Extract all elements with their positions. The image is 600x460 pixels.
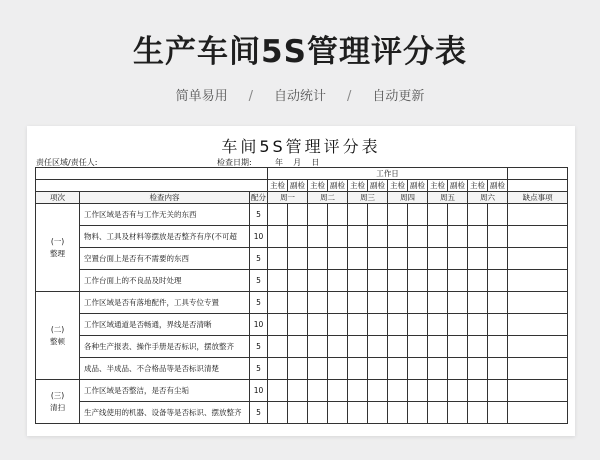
vice-check-header: 副检 [408, 180, 428, 192]
check-cell[interactable] [408, 292, 428, 314]
check-cell[interactable] [308, 380, 328, 402]
day-header: 周三 [348, 192, 388, 204]
main-check-header: 主检 [268, 180, 288, 192]
check-cell[interactable] [408, 248, 428, 270]
check-cell[interactable] [348, 380, 368, 402]
item-header: 项次 [36, 192, 80, 204]
score-header: 配分 [251, 192, 266, 202]
table-row [36, 380, 568, 402]
check-cell[interactable] [348, 402, 368, 424]
vice-check-header: 副检 [448, 180, 468, 192]
content-cell: 生产线使用的机器、设备等是否标识、摆放整齐 [80, 402, 250, 424]
check-cell[interactable] [428, 358, 448, 380]
score-table [35, 167, 568, 424]
main-check-header: 主检 [428, 180, 448, 192]
check-cell[interactable] [288, 204, 308, 226]
check-cell[interactable] [488, 292, 508, 314]
workday-header: 工作日 [268, 168, 508, 180]
check-cell[interactable] [368, 292, 388, 314]
defect-cell[interactable] [508, 358, 568, 380]
check-cell[interactable] [268, 226, 288, 248]
check-cell[interactable] [468, 292, 488, 314]
check-cell[interactable] [488, 336, 508, 358]
check-cell[interactable] [388, 358, 408, 380]
table-row [36, 270, 568, 292]
check-cell[interactable] [348, 204, 368, 226]
check-cell[interactable] [308, 204, 328, 226]
blank-header-cell [36, 180, 268, 192]
tag-separator: / [347, 89, 352, 104]
check-cell[interactable] [488, 402, 508, 424]
category-cell: (一) 整理 [36, 204, 80, 292]
content-cell: 成品、半成品、不合格品等是否标识清楚 [80, 358, 250, 380]
check-cell[interactable] [448, 314, 468, 336]
date-units: 年 月 日 [275, 158, 320, 167]
check-cell[interactable] [428, 248, 448, 270]
main-check-header: 主检 [308, 180, 328, 192]
table-row [36, 402, 568, 424]
check-cell[interactable] [308, 270, 328, 292]
check-cell[interactable] [488, 314, 508, 336]
check-cell[interactable] [468, 226, 488, 248]
check-cell[interactable] [448, 358, 468, 380]
check-cell[interactable] [328, 402, 348, 424]
check-cell[interactable] [468, 380, 488, 402]
tag-easy: 简单易用 [175, 89, 228, 104]
category-cell: (三) 清扫 [36, 380, 80, 424]
check-cell[interactable] [348, 336, 368, 358]
check-cell[interactable] [488, 358, 508, 380]
check-cell[interactable] [308, 248, 328, 270]
check-cell[interactable] [408, 402, 428, 424]
score-cell: 5 [250, 270, 268, 292]
tag-auto-update: 自动更新 [372, 89, 425, 104]
table-row [36, 248, 568, 270]
check-cell[interactable] [268, 402, 288, 424]
check-cell[interactable] [348, 248, 368, 270]
check-cell[interactable] [368, 226, 388, 248]
check-cell[interactable] [308, 226, 328, 248]
check-cell[interactable] [368, 314, 388, 336]
check-cell[interactable] [428, 270, 448, 292]
day-header: 周五 [428, 192, 468, 204]
check-cell[interactable] [428, 204, 448, 226]
check-cell[interactable] [288, 292, 308, 314]
content-cell: 各种生产报表、操作手册是否标识，摆放整齐 [80, 336, 250, 358]
category-cell: (二) 整顿 [36, 292, 80, 380]
check-cell[interactable] [468, 204, 488, 226]
check-cell[interactable] [268, 314, 288, 336]
check-cell[interactable] [288, 314, 308, 336]
table-row [36, 358, 568, 380]
check-cell[interactable] [368, 204, 388, 226]
score-cell: 10 [250, 314, 268, 336]
check-cell[interactable] [328, 270, 348, 292]
check-cell[interactable] [308, 402, 328, 424]
tag-separator: / [248, 89, 253, 104]
check-cell[interactable] [468, 314, 488, 336]
check-cell[interactable] [368, 336, 388, 358]
tag-auto-stats: 自动统计 [273, 89, 326, 104]
check-cell[interactable] [488, 380, 508, 402]
check-cell[interactable] [268, 336, 288, 358]
check-cell[interactable] [448, 292, 468, 314]
defect-cell[interactable] [508, 292, 568, 314]
check-cell[interactable] [268, 248, 288, 270]
check-cell[interactable] [308, 314, 328, 336]
sheet-title: 车间5S管理评分表 [221, 137, 381, 156]
check-cell[interactable] [368, 402, 388, 424]
check-cell[interactable] [428, 314, 448, 336]
check-cell[interactable] [368, 248, 388, 270]
vice-check-header: 副检 [368, 180, 388, 192]
check-cell[interactable] [448, 270, 468, 292]
check-cell[interactable] [388, 270, 408, 292]
check-cell[interactable] [288, 336, 308, 358]
check-cell[interactable] [288, 402, 308, 424]
check-cell[interactable] [468, 358, 488, 380]
day-header: 周六 [468, 192, 508, 204]
main-check-header: 主检 [348, 180, 368, 192]
table-row [36, 292, 568, 314]
table-row [36, 314, 568, 336]
check-cell[interactable] [408, 336, 428, 358]
check-cell[interactable] [328, 292, 348, 314]
check-cell[interactable] [328, 380, 348, 402]
check-cell[interactable] [328, 226, 348, 248]
check-cell[interactable] [408, 358, 428, 380]
content-cell: 工作区域是否有落地配件，工具专位专置 [80, 292, 250, 314]
check-cell[interactable] [468, 402, 488, 424]
content-cell: 工作区域是否有与工作无关的东西 [80, 204, 250, 226]
check-cell[interactable] [368, 380, 388, 402]
day-header: 周二 [308, 192, 348, 204]
content-cell: 工作台面上的不良品及时处理 [80, 270, 250, 292]
check-cell[interactable] [368, 358, 388, 380]
check-cell[interactable] [268, 270, 288, 292]
check-cell[interactable] [488, 248, 508, 270]
score-sheet [27, 126, 575, 436]
table-row [36, 204, 568, 226]
defect-cell[interactable] [508, 248, 568, 270]
content-header: 检查内容 [80, 192, 250, 204]
table-row [36, 226, 568, 248]
defect-cell[interactable] [508, 314, 568, 336]
check-cell[interactable] [328, 336, 348, 358]
check-cell[interactable] [388, 336, 408, 358]
check-cell[interactable] [448, 248, 468, 270]
check-cell[interactable] [388, 402, 408, 424]
day-header: 周一 [268, 192, 308, 204]
vice-check-header: 副检 [328, 180, 348, 192]
check-cell[interactable] [428, 402, 448, 424]
check-cell[interactable] [488, 270, 508, 292]
check-cell[interactable] [428, 292, 448, 314]
check-cell[interactable] [268, 380, 288, 402]
check-cell[interactable] [328, 204, 348, 226]
check-cell[interactable] [348, 358, 368, 380]
check-cell[interactable] [268, 358, 288, 380]
check-cell[interactable] [448, 380, 468, 402]
day-header: 周四 [388, 192, 428, 204]
main-check-header: 主检 [468, 180, 488, 192]
check-cell[interactable] [288, 248, 308, 270]
check-cell[interactable] [448, 204, 468, 226]
check-cell[interactable] [408, 270, 428, 292]
vice-check-header: 副检 [288, 180, 308, 192]
check-cell[interactable] [308, 292, 328, 314]
check-cell[interactable] [288, 358, 308, 380]
score-cell: 5 [250, 358, 268, 380]
check-cell[interactable] [428, 226, 448, 248]
check-cell[interactable] [468, 336, 488, 358]
check-cell[interactable] [388, 380, 408, 402]
date-label: 检查日期: [217, 158, 252, 167]
check-cell[interactable] [408, 204, 428, 226]
check-cell[interactable] [448, 402, 468, 424]
defect-cell[interactable] [508, 336, 568, 358]
check-cell[interactable] [348, 292, 368, 314]
check-cell[interactable] [368, 270, 388, 292]
defect-cell[interactable] [508, 380, 568, 402]
check-cell[interactable] [328, 314, 348, 336]
score-cell: 5 [250, 248, 268, 270]
check-cell[interactable] [468, 270, 488, 292]
check-cell[interactable] [288, 226, 308, 248]
defects-header: 缺点事项 [508, 192, 568, 204]
vice-check-header: 副检 [488, 180, 508, 192]
area-label: 责任区域/责任人: [36, 158, 98, 167]
check-cell[interactable] [408, 380, 428, 402]
score-cell: 10 [250, 380, 268, 402]
check-cell[interactable] [268, 292, 288, 314]
score-cell: 5 [250, 336, 268, 358]
check-cell[interactable] [408, 314, 428, 336]
check-cell[interactable] [428, 336, 448, 358]
score-cell: 10 [250, 226, 268, 248]
feature-tags [0, 85, 600, 104]
content-cell: 工作区域通道是否畅通，界线是否清晰 [80, 314, 250, 336]
check-cell[interactable] [348, 270, 368, 292]
blank-header-cell [508, 180, 568, 192]
content-cell: 空置台面上是否有不需要的东西 [80, 248, 250, 270]
defect-cell[interactable] [508, 226, 568, 248]
check-cell[interactable] [348, 314, 368, 336]
check-cell[interactable] [488, 204, 508, 226]
table-row [36, 336, 568, 358]
content-cell: 物料、工具及材料等摆放是否整齐有序(不可超 [80, 226, 250, 248]
check-cell[interactable] [388, 226, 408, 248]
content-cell: 工作区域是否整洁，是否有尘垢 [80, 380, 250, 402]
banner-title: 生产车间5S管理评分表 [133, 34, 467, 70]
check-cell[interactable] [288, 380, 308, 402]
check-cell[interactable] [308, 358, 328, 380]
check-cell[interactable] [388, 248, 408, 270]
score-cell: 5 [250, 402, 268, 424]
check-cell[interactable] [388, 292, 408, 314]
score-cell: 5 [250, 204, 268, 226]
check-cell[interactable] [288, 270, 308, 292]
defect-cell[interactable] [508, 402, 568, 424]
defect-cell[interactable] [508, 204, 568, 226]
score-cell: 5 [250, 292, 268, 314]
main-check-header: 主检 [388, 180, 408, 192]
blank-header-cell [36, 168, 268, 180]
check-cell[interactable] [408, 226, 428, 248]
blank-header-cell [508, 168, 568, 180]
check-cell[interactable] [328, 248, 348, 270]
check-cell[interactable] [388, 314, 408, 336]
check-cell[interactable] [448, 336, 468, 358]
check-cell[interactable] [328, 358, 348, 380]
check-cell[interactable] [348, 226, 368, 248]
check-cell[interactable] [468, 248, 488, 270]
check-cell[interactable] [488, 226, 508, 248]
check-cell[interactable] [268, 204, 288, 226]
check-cell[interactable] [448, 226, 468, 248]
check-cell[interactable] [308, 336, 328, 358]
check-cell[interactable] [388, 204, 408, 226]
check-cell[interactable] [428, 380, 448, 402]
defect-cell[interactable] [508, 270, 568, 292]
